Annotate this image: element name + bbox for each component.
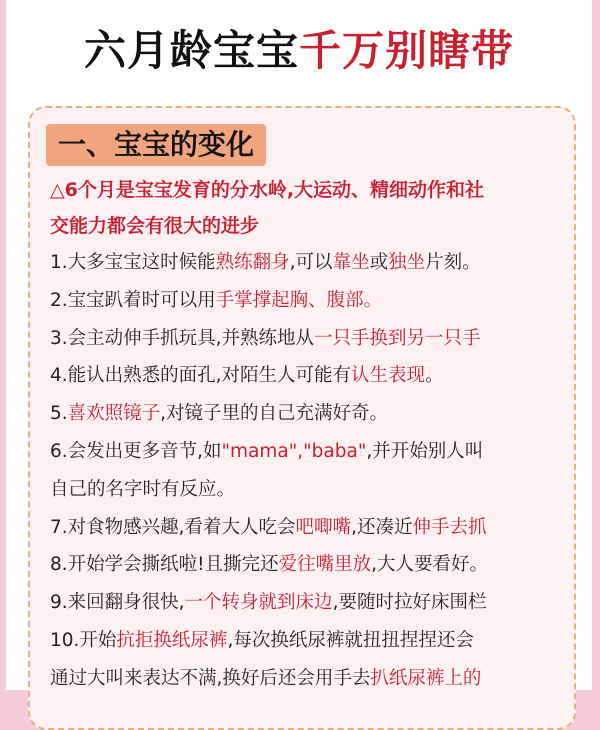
section-heading: 一、宝宝的变化 <box>46 124 266 166</box>
list-item <box>50 395 566 433</box>
list-item <box>50 282 566 320</box>
item-text: 片刻。 <box>425 252 481 273</box>
list-item <box>50 660 566 698</box>
highlight-text: 一只手换到另一只手 <box>314 327 481 349</box>
item-text: ,大人要看好。 <box>371 554 488 576</box>
list-item <box>50 471 566 509</box>
item-text: ,每次换纸尿裤就扭扭捏捏还会 <box>227 629 474 651</box>
highlight-text: 扒纸尿裤上的 <box>370 667 482 689</box>
title-part1: 六月龄宝宝 <box>83 26 299 75</box>
highlight-text: 抗拒换纸尿裤 <box>116 629 228 651</box>
list-item <box>50 546 566 584</box>
list-item <box>50 433 566 471</box>
item-text: ,可以 <box>289 252 333 273</box>
intro-text <box>50 172 558 244</box>
item-text: 1.大多宝宝这时候能 <box>50 252 216 273</box>
highlight-text: 靠坐 <box>332 252 370 273</box>
highlight-text: "mama","baba" <box>221 440 367 462</box>
item-text: 4.能认出熟悉的面孔,对陌生人可能有 <box>50 365 352 387</box>
content-card <box>28 106 576 730</box>
development-list <box>50 244 566 698</box>
highlight-text: 熟练翻身 <box>215 252 290 273</box>
item-text: 2.宝宝趴着时可以用 <box>50 289 216 311</box>
item-text: ,要随时拉好床围栏 <box>332 592 487 614</box>
item-text: ,对镜子里的自己充满好奇。 <box>160 403 389 425</box>
item-text: 5. <box>50 403 68 425</box>
item-text: 自己的名字时有反应。 <box>50 478 236 500</box>
item-text: 7.对食物感兴趣,看着大人吃会 <box>50 516 296 538</box>
highlight-text: 喜欢照镜子 <box>67 403 161 425</box>
highlight-text: 一个转身就到床边 <box>184 592 333 614</box>
highlight-text: 爱往嘴里放 <box>278 554 372 576</box>
intro-line: △6个月是宝宝发育的分水岭,大运动、精细动作和社 <box>50 179 485 201</box>
highlight-text: 手掌撑起胸、腹部。 <box>215 289 383 311</box>
list-item <box>50 320 566 358</box>
highlight-text: 吧唧嘴 <box>295 516 352 538</box>
list-item <box>50 244 566 282</box>
highlight-text: 独坐 <box>388 252 426 273</box>
page-title <box>6 18 592 78</box>
item-text: 10.开始 <box>50 629 117 651</box>
list-item <box>50 357 566 395</box>
title-part2: 千万别瞎带 <box>299 26 515 75</box>
item-text: 或 <box>369 252 389 273</box>
item-text: 。 <box>425 365 444 387</box>
item-text: ,并开始别人叫 <box>366 440 484 462</box>
list-item <box>50 584 566 622</box>
item-text: 6.会发出更多音节,如 <box>50 440 222 462</box>
item-text: 8.开始学会撕纸啦!且撕完还 <box>50 554 279 576</box>
highlight-text: 认生表现 <box>351 365 426 387</box>
highlight-text: 伸手去抓 <box>412 516 487 538</box>
item-text: 9.来回翻身很快, <box>50 592 185 614</box>
item-text: 通过大叫来表达不满,换好后还会用手去 <box>50 667 371 689</box>
list-item <box>50 622 566 660</box>
item-text: 3.会主动伸手抓玩具,并熟练地从 <box>50 327 315 349</box>
intro-line: 交能力都会有很大的进步 <box>50 215 260 237</box>
page <box>6 0 592 690</box>
list-item <box>50 509 566 547</box>
item-text: ,还凑近 <box>351 516 413 538</box>
